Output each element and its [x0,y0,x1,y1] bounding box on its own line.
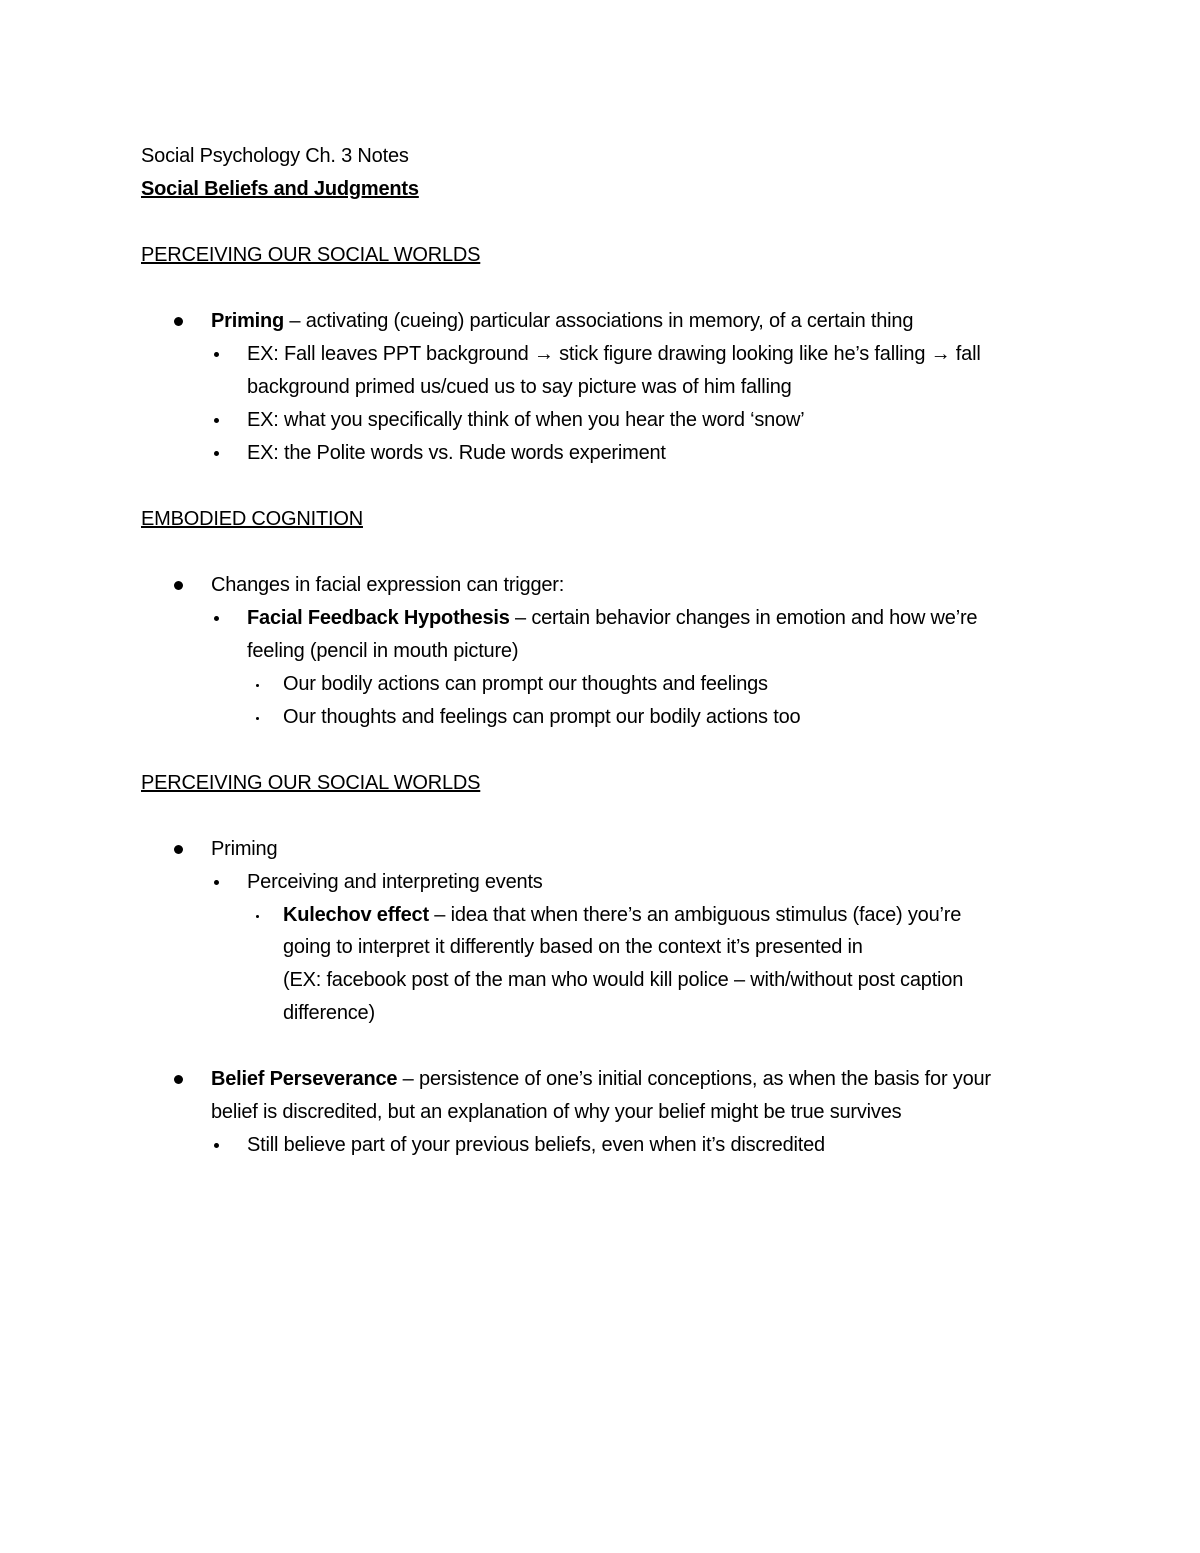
bullet-icon [214,352,219,357]
bullet-icon [256,684,259,687]
bullet-icon [174,1075,183,1084]
list-item-belief-perseverance [211,1067,991,1091]
example-text: stick figure drawing looking like he’s falling [553,343,931,365]
arrow-icon: → [930,343,951,365]
list-item-kulechov-cont-2: (EX: facebook post of the man who would kill police – with/without post caption [283,969,964,991]
list-item-kulechov [283,903,961,927]
list-item-kulechov-cont-1: going to interpret it differently based on the context it’s presented in [283,936,863,958]
section-heading-perceiving-2: PERCEIVING OUR SOCIAL WORLDS [141,772,481,794]
bullet-icon [214,1143,219,1148]
bullet-icon [214,616,219,621]
term-priming: Priming [211,310,285,332]
bullet-icon [214,418,219,423]
bullet-icon [214,880,219,885]
term-facial-feedback: Facial Feedback Hypothesis [247,607,510,629]
list-item-priming-2: Priming [211,838,278,860]
list-item-priming [211,309,913,333]
list-item-still-believe: Still believe part of your previous beliefs, even when it’s discredited [247,1134,825,1156]
term-belief-perseverance: Belief Perseverance [211,1068,398,1090]
section-heading-perceiving-1: PERCEIVING OUR SOCIAL WORLDS [141,244,481,266]
bullet-icon [256,717,259,720]
bullet-icon [214,451,219,456]
bullet-icon [174,317,183,326]
list-item-example-polite-rude: EX: the Polite words vs. Rude words experiment [247,442,666,464]
list-item-bodily-actions: Our bodily actions can prompt our thoughts and feelings [283,673,768,695]
list-item-example-fall-leaves-cont: background primed us/cued us to say picture was of him falling [247,376,792,398]
list-item-facial-feedback-cont: feeling (pencil in mouth picture) [247,640,519,662]
example-text: EX: Fall leaves PPT background [247,343,534,365]
definition-kulechov: – idea that when there’s an ambiguous stimulus (face) you’re [428,904,962,926]
list-item-facial-expression: Changes in facial expression can trigger: [211,574,565,596]
definition-priming: – activating (cueing) particular associations in memory, of a certain thing [284,310,914,332]
list-item-example-fall-leaves [247,342,981,366]
list-item-thoughts-feelings: Our thoughts and feelings can prompt our bodily actions too [283,706,801,728]
bullet-icon [174,845,183,854]
list-item-perceiving-events: Perceiving and interpreting events [247,871,543,893]
arrow-icon: → [533,343,554,365]
list-item-example-snow: EX: what you specifically think of when you hear the word ‘snow’ [247,409,805,431]
list-item-kulechov-cont-3: difference) [283,1002,375,1024]
document-title: Social Psychology Ch. 3 Notes [141,145,409,167]
definition-facial-feedback: – certain behavior changes in emotion and how we’re [509,607,978,629]
definition-belief-perseverance: – persistence of one’s initial conceptions, as when the basis for your [397,1068,991,1090]
example-text: fall [950,343,981,365]
bullet-icon [174,581,183,590]
term-kulechov: Kulechov effect [283,904,429,926]
list-item-belief-perseverance-cont: belief is discredited, but an explanation of why your belief might be true survives [211,1101,902,1123]
document-subtitle: Social Beliefs and Judgments [141,178,419,200]
list-item-facial-feedback [247,606,977,630]
section-heading-embodied-cognition: EMBODIED COGNITION [141,508,363,530]
bullet-icon [256,915,259,918]
